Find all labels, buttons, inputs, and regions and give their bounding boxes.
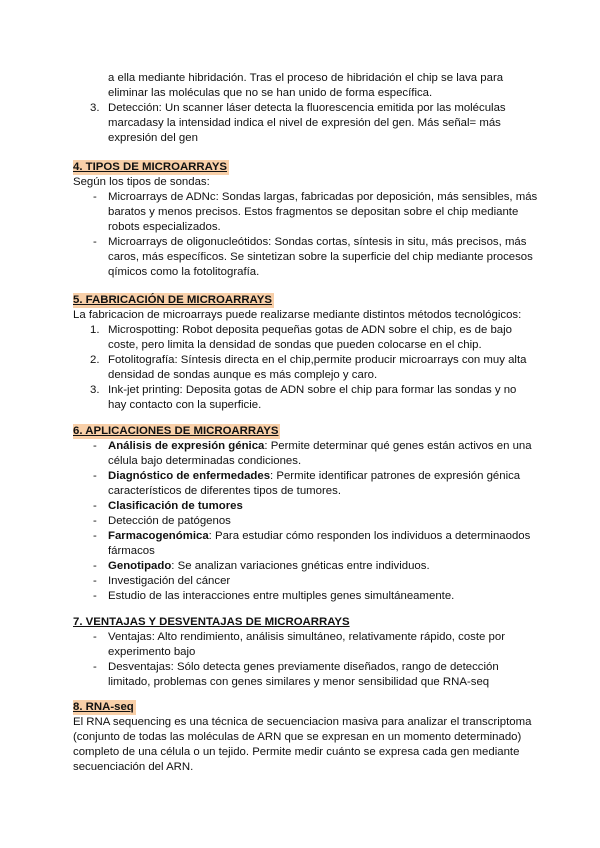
list-item	[108, 469, 520, 484]
list-item	[108, 529, 530, 544]
bullet: -	[93, 631, 97, 643]
bullet: -	[93, 590, 97, 602]
list-item	[108, 559, 430, 574]
text-line: La fabricacion de microarrays puede realizarse mediante distintos métodos tecnológicos:	[73, 309, 522, 321]
bullet: -	[93, 515, 97, 527]
text-line: Microarrays de ADNc: Sondas largas, fabricadas por deposición, más sensibles, más	[108, 191, 538, 203]
text-line: característicos de diferentes tipos de tumores.	[108, 485, 341, 497]
list-number: 2.	[90, 354, 100, 366]
text-line: baratos y menos precisos. Estos fragmentos se depositan sobre el chip mediante	[108, 206, 519, 218]
list-number: 1.	[90, 324, 100, 336]
section-heading: 4. TIPOS DE MICROARRAYS	[73, 161, 228, 173]
text-line: (conjunto de todas las moléculas de ARN que se expresan en un momento determinado)	[73, 731, 522, 743]
text-line: a ella mediante hibridación. Tras el proceso de hibridación el chip se lava para	[108, 72, 504, 84]
description: : Se analizan variaciones gnéticas entre individuos.	[171, 560, 430, 572]
text-line: Detección: Un scanner láser detecta la fluorescencia emitida por las moléculas	[108, 102, 506, 114]
text-line: Fotolitografía: Síntesis directa en el chip,permite producir microarrays con muy alta	[108, 354, 527, 366]
text-line: coste, pero limita la densidad de sondas que pueden colocarse en el chip.	[108, 339, 482, 351]
text-line: hay contacto con la superficie.	[108, 399, 262, 411]
text-line: caros, más específicos. Se sintetizan sobre la superficie del chip mediante procesos	[108, 251, 533, 263]
text-line: Desventajas: Sólo detecta genes previamente diseñados, rango de detección	[108, 661, 499, 673]
section-heading: 7. VENTAJAS Y DESVENTAJAS DE MICROARRAYS	[73, 616, 350, 628]
text-line: fármacos	[108, 545, 155, 557]
bullet: -	[93, 470, 97, 482]
text-line: robots especializados.	[108, 221, 221, 233]
bullet: -	[93, 560, 97, 572]
text-line: qímicos como la fotolitografía.	[108, 266, 260, 278]
term: Clasificación de tumores	[108, 500, 243, 512]
list-number: 3.	[90, 384, 100, 396]
text-line: Microspotting: Robot deposita pequeñas gotas de ADN sobre el chip, es de bajo	[108, 324, 512, 336]
term: Análisis de expresión génica	[108, 440, 265, 452]
text-line: densidad de sondas aunque es más complejo y caro.	[108, 369, 378, 381]
list-item	[108, 439, 532, 454]
bullet: -	[93, 500, 97, 512]
text-line: experimento bajo	[108, 646, 196, 658]
bullet: -	[93, 236, 97, 248]
bullet: -	[93, 575, 97, 587]
text-line: completo de una célula o un tejido. Permite medir cuánto se expresa cada gen mediante	[73, 746, 520, 758]
bullet: -	[93, 440, 97, 452]
text-line: Ventajas: Alto rendimiento, análisis simultáneo, relativamente rápido, coste por	[108, 631, 505, 643]
text-line: Microarrays de oligonucleótidos: Sondas cortas, síntesis in situ, más precisos, más	[108, 236, 527, 248]
text-line: célula bajo determinadas condiciones.	[108, 455, 302, 467]
text-line: eliminar las moléculas que no se han unido de forma específica.	[108, 87, 433, 99]
term: Diagnóstico de enfermedades	[108, 470, 271, 482]
term: Genotipado	[108, 560, 172, 572]
list-item: Investigación del cáncer	[108, 575, 231, 587]
description: : Para estudiar cómo responden los individuos a determinaodos	[208, 530, 531, 542]
section-heading: 6. APLICACIONES DE MICROARRAYS	[73, 425, 279, 437]
description: : Permite identificar patrones de expresión génica	[270, 470, 521, 482]
text-line: Ink-jet printing: Deposita gotas de ADN sobre el chip para formar las sondas y no	[108, 384, 517, 396]
term: Farmacogenómica	[108, 530, 209, 542]
text-line: expresión del gen	[108, 132, 198, 144]
section-heading: 8. RNA-seq	[73, 701, 134, 713]
text-line: secuenciación del ARN.	[73, 761, 194, 773]
text-line: marcadasy la intensidad indica el nivel de expresión del gen. Más señal= más	[108, 117, 501, 129]
bullet: -	[93, 191, 97, 203]
bullet: -	[93, 661, 97, 673]
text-line: El RNA sequencing es una técnica de secuenciacion masiva para analizar el transcriptoma	[73, 716, 532, 728]
section-heading: 5. FABRICACIÓN DE MICROARRAYS	[73, 294, 272, 306]
bullet: -	[93, 530, 97, 542]
list-item: Detección de patógenos	[108, 515, 231, 527]
description: : Permite determinar qué genes están activos en una	[264, 440, 532, 452]
text-line: Según los tipos de sondas:	[73, 176, 210, 188]
list-number: 3.	[90, 102, 100, 114]
list-item	[108, 499, 243, 514]
text-line: limitado, problemas con genes similares y menor sensibilidad que RNA-seq	[108, 676, 490, 688]
list-item: Estudio de las interacciones entre multiples genes simultáneamente.	[108, 590, 455, 602]
